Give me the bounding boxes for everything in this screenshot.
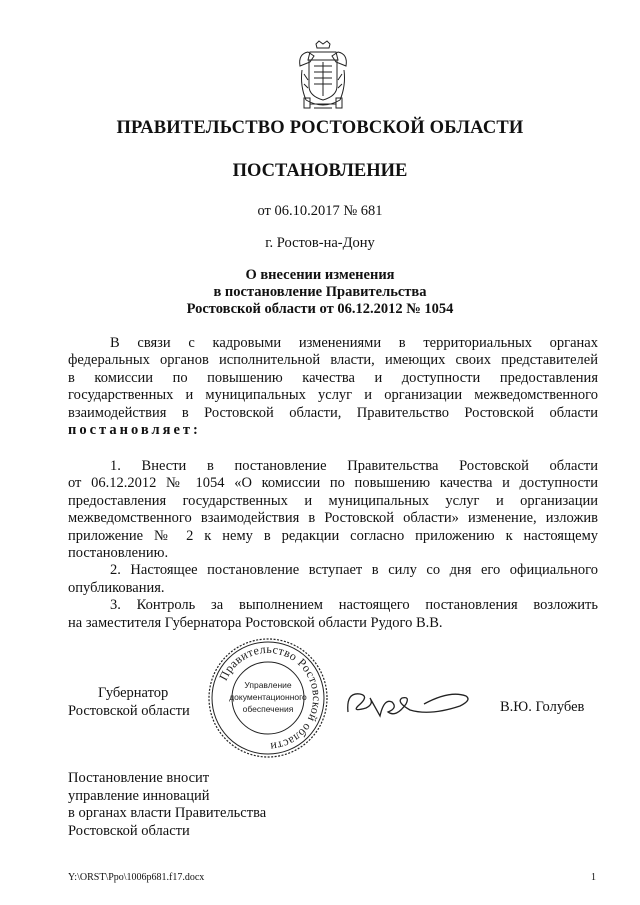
page-number: 1 — [591, 872, 596, 883]
note-line: управление инноваций — [68, 787, 210, 804]
preamble — [68, 335, 598, 439]
subject-line: Ростовской области от 06.12.2012 № 1054 — [186, 301, 454, 317]
preamble-line: в комиссии по повышению качества и доступности предоставления — [68, 369, 598, 386]
item-line: предоставления государственных и муниципальных услуг и организации — [68, 492, 598, 509]
signatory-title — [68, 684, 190, 720]
file-path: Y:\ORST\Ppo\1006p681.f17.docx — [68, 872, 205, 883]
stamp-center-line: обеспечения — [242, 704, 294, 714]
stamp-center-line: Управление — [244, 680, 292, 690]
item-line: 3. Контроль за выполнением настоящего постановления возложить — [110, 597, 598, 614]
preamble-line: В связи с кадровыми изменениями в территориальных органах — [110, 335, 598, 351]
document-date-number: от 06.10.2017 № 681 — [257, 203, 383, 219]
preamble-line: взаимодействия в Ростовской области, Правительство Ростовской области — [68, 404, 598, 421]
stamp-center-line: документационного — [229, 692, 307, 702]
signatory-title-line: Ростовской области — [68, 703, 190, 719]
official-stamp — [206, 636, 330, 760]
item-line: на заместителя Губернатора Ростовской области Рудого В.В. — [68, 614, 443, 631]
subject-line: О внесении изменения — [245, 267, 395, 283]
item-line: от 06.12.2012 № 1054 «О комиссии по повышению качества и доступности — [68, 475, 598, 492]
item-line: опубликования. — [68, 579, 165, 596]
item-line: постановлению. — [68, 545, 169, 562]
item-line: 2. Настоящее постановление вступает в силу со дня его официального — [110, 562, 598, 579]
stamp-ring-text: Правительство Ростовской области — [216, 641, 325, 755]
signatory-name: В.Ю. Голубев — [500, 699, 585, 715]
note-line: в органах власти Правительства — [68, 805, 267, 822]
document-type: ПОСТАНОВЛЕНИЕ — [232, 161, 408, 181]
note-line: Ростовской области — [68, 822, 190, 839]
item-line: межведомственного взаимодействия в Ростовской области» изменение, изложив — [68, 510, 598, 527]
submitter-note — [68, 770, 266, 840]
document-subject — [0, 267, 640, 318]
note-line: Постановление вносит — [68, 770, 210, 786]
item-line: 1. Внести в постановление Правительства Ростовской области — [110, 458, 598, 474]
resolves-word: постановляет: — [68, 422, 201, 439]
preamble-line: государственных и муниципальных услуг и организации межведомственного — [68, 387, 598, 404]
organization-name: ПРАВИТЕЛЬСТВО РОСТОВСКОЙ ОБЛАСТИ — [116, 118, 524, 138]
resolution-items — [68, 458, 598, 632]
handwritten-signature — [340, 684, 480, 724]
coat-of-arms-icon — [296, 40, 350, 114]
preamble-line: федеральных органов исполнительной власти, имеющих своих представителей — [68, 352, 598, 369]
document-city: г. Ростов-на-Дону — [265, 235, 375, 251]
item-line: приложение № 2 к нему в редакции согласно приложению к настоящему — [68, 527, 598, 544]
signatory-title-line: Губернатор — [98, 685, 169, 701]
subject-line: в постановление Правительства — [213, 284, 427, 300]
